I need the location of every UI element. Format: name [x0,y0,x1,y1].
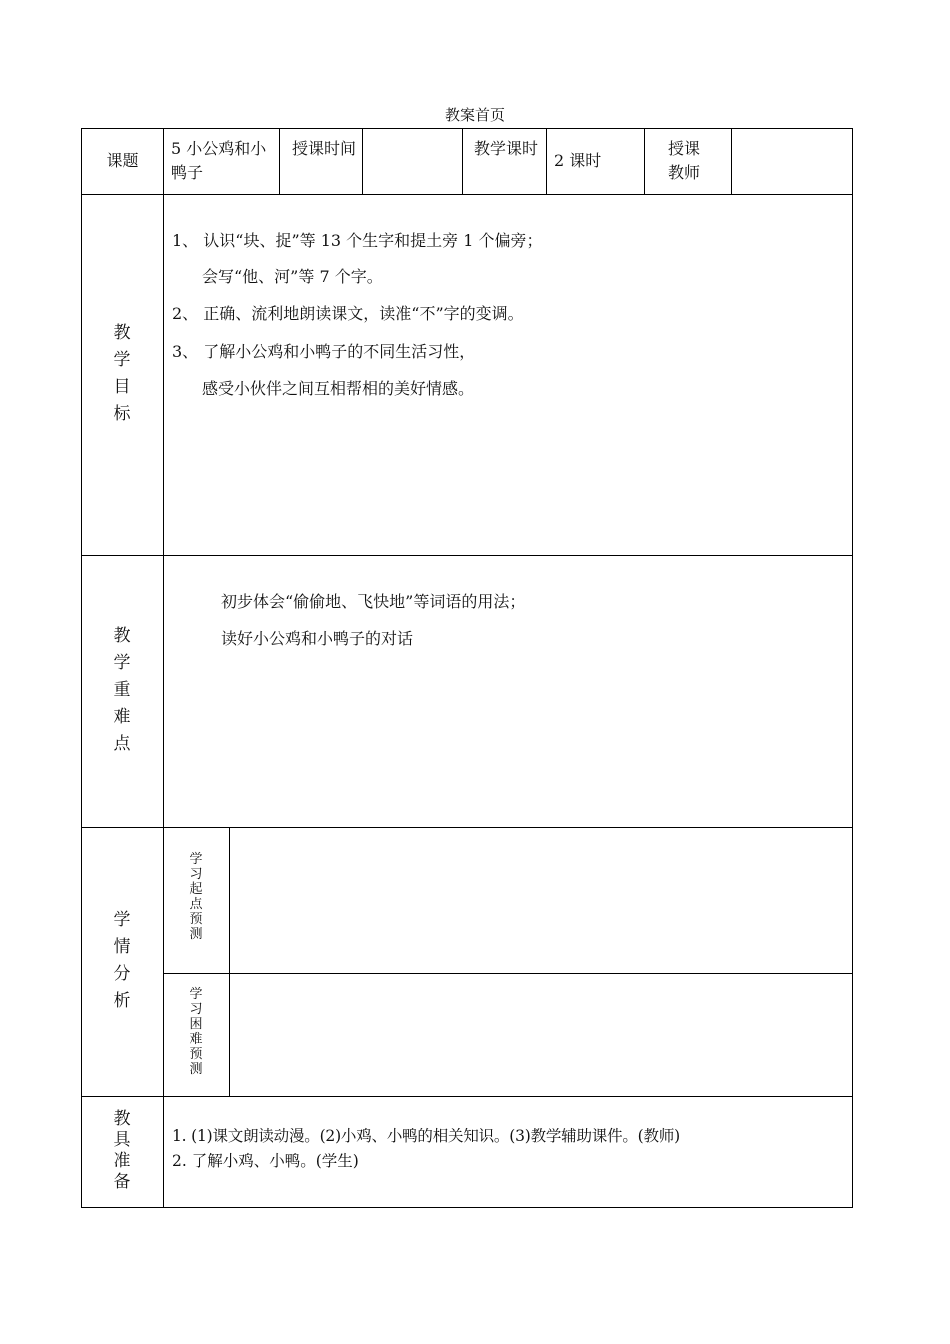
topic-value: 5 小公鸡和小鸭子 [171,139,267,182]
tools-line: 1. (1)课文朗读动漫。(2)小鸡、小鸭的相关知识。(3)教学辅助课件。(教师) [172,1127,680,1145]
difficulty-prediction-label: 学习困难预测 [189,987,203,1077]
goal-line: 1、 认识“块、捉”等 13 个生字和提土旁 1 个偏旁； [172,231,543,250]
tools-line: 2. 了解小鸡、小鸭。(学生) [172,1152,359,1170]
time-label: 授课时间 [292,139,357,158]
row-divider [81,827,853,828]
teacher-label: 授课教师 [668,139,701,182]
col-divider [546,128,547,194]
row-divider [81,1096,853,1097]
col-divider [229,827,230,1096]
analysis-label: 学情分析 [113,910,131,1011]
document-title: 教案首页 [444,106,505,124]
row-divider [81,555,853,556]
col-divider [163,128,164,1208]
key-points-label: 教学重难点 [113,626,131,754]
goal-line: 感受小伙伴之间互相帮相的美好情感。 [202,379,475,398]
start-prediction-label: 学习起点预测 [189,852,203,942]
periods-label: 教学课时 [474,139,539,158]
col-divider [279,128,280,194]
col-divider [644,128,645,194]
col-divider [731,128,732,194]
topic-label: 课题 [106,151,139,170]
periods-value: 2 课时 [554,151,602,170]
col-divider [462,128,463,194]
goal-line: 会写“他、河”等 7 个字。 [202,267,383,286]
tools-label: 教具准备 [113,1109,131,1192]
row-divider [81,194,853,195]
row-divider [163,973,853,974]
goals-label: 教学目标 [113,323,131,424]
col-divider [362,128,363,194]
key-point-line: 初步体会“偷偷地、飞快地”等词语的用法； [221,592,526,611]
key-point-line: 读好小公鸡和小鸭子的对话 [221,629,414,648]
goal-line: 2、 正确、流利地朗读课文，读准“不”字的变调。 [172,304,524,323]
goal-line: 3、 了解小公鸡和小鸭子的不同生活习性， [172,342,476,361]
